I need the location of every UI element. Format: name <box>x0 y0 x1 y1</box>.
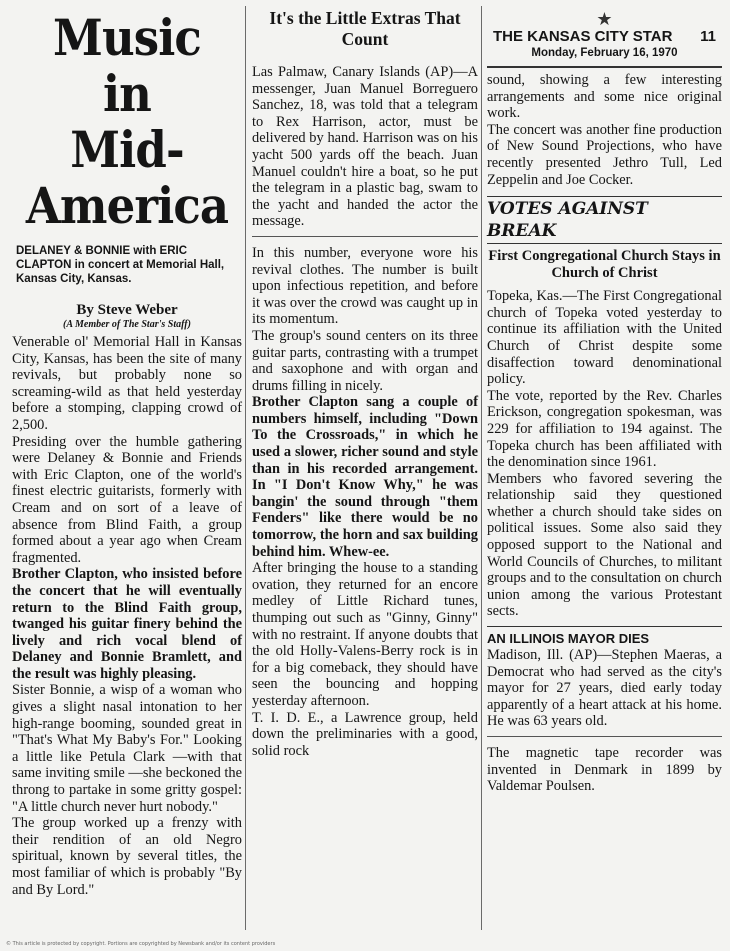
headline-line-1: Music in <box>53 8 201 123</box>
masthead <box>487 10 722 60</box>
extras-headline: It's the Little Extras That Count <box>269 8 461 49</box>
article-paragraph: The vote, reported by the Rev. Charles Erickson, congregation spokesman, was 229 for affiliation to 194 against. The Topeka church has been affiliated with the denomination since 1961. <box>487 387 722 471</box>
article-paragraph: The group's sound centers on its three guitar parts, contrasting with a trumpet and saxophone and with organ and drums filling in nicely. <box>252 327 478 394</box>
votes-subhead: First Congregational Church Stays in Church of Christ <box>488 248 721 282</box>
issue-date: Monday, February 16, 1970 <box>531 47 678 59</box>
right-column <box>487 8 722 795</box>
mayor-headline: AN ILLINOIS MAYOR DIES <box>487 626 722 647</box>
column-divider <box>481 6 482 930</box>
article-paragraph: Venerable ol' Memorial Hall in Kansas City, Kansas, has been the site of many revivals, but probably none so screaming-wild as that held yesterday before a stomping, clapping crowd of 2,500. <box>12 334 242 433</box>
article-paragraph: Topeka, Kas.—The First Congregational church of Topeka voted yesterday to continue its affiliation with the United Church of Christ despite some disaffection toward denominational policy. <box>487 288 722 388</box>
article-paragraph: Sister Bonnie, a wisp of a woman who gives a slight nasal intonation to her high-range booming, sounded great in "That's What My Baby's For." Looking a little like Petula Clark —with that same inviting smile —she beckoned the throng to partake in some gritty gospel: "A little church never hurt nobody." <box>12 682 242 815</box>
masthead-divider <box>487 66 722 68</box>
headline-line-2: Mid-America <box>25 120 229 235</box>
article-paragraph: After bringing the house to a standing ovation, they returned for an encore medley of Little Richard tunes, thumping out such as "Ginny, Ginny" with no restraint. If anyone doubts that the old Holly-Valens-Berry rock is in for a big comeback, they should have seen the bouncing and hopping yesterday afternoon. <box>252 560 478 709</box>
tape-recorder-note: The magnetic tape recorder was invented in Denmark in 1899 by Valdemar Poulsen. <box>487 745 722 795</box>
newspaper-name: THE KANSAS CITY STAR <box>493 28 673 45</box>
story-divider <box>252 236 478 237</box>
article-paragraph: In this number, everyone wore his revival clothes. The number is built upon infectious repetition, and before it was over the crowd was caught up in its momentum. <box>252 244 478 328</box>
byline: By Steve Weber <box>76 302 178 318</box>
music-column <box>12 8 242 898</box>
staff-credit: (A Member of The Star's Staff) <box>63 319 191 330</box>
article-paragraph: The concert was another fine production of New Sound Projections, who have recently presented Jethro Tull, Led Zeppelin and Joe Cocker. <box>487 121 722 188</box>
article-paragraph: T. I. D. E., a Lawrence group, held down the preliminaries with a good, solid rock <box>252 709 478 759</box>
mayor-story: Madison, Ill. (AP)—Stephen Maeras, a Democrat who had served as the city's mayor for 27 years, died early today apparently of a heart attack at his home. He was 63 years old. <box>487 647 722 730</box>
article-paragraph: The group worked up a frenzy with their rendition of an old Negro spiritual, known by several titles, the most familiar of which is probably "By and By Lord." <box>12 815 242 898</box>
extras-story: Las Palmaw, Canary Islands (AP)—A messenger, Juan Manuel Borreguero Sanchez, 18, was told that a telegram to Rex Harrison, actor, must be delivered by hand. Harrison was on his yacht 500 yards off the beach. Juan Manuel couldn't hire a boat, so he put the telegram in a plastic bag, swam to the yacht and handed the actor the message. <box>252 64 478 230</box>
article-paragraph: sound, showing a few interesting arrangements and some nice original work. <box>487 72 722 122</box>
story-divider <box>487 736 722 737</box>
star-icon: ★ <box>596 9 613 29</box>
article-paragraph: Brother Clapton, who insisted before the concert that he will eventually return to the Blind Faith group, twanged his guitar finery behind the lively and rich vocal blend of Delaney and Bonnie Bramlett, and the result was highly pleasing. <box>12 566 242 682</box>
article-paragraph: Presiding over the humble gathering were Delaney & Bonnie and Friends with Eric Clapton, one of the world's finest electric guitarists, formerly with Cream and on sort of a leave of absence from Blind Faith, a group formed about a year ago when Cream fragmented. <box>12 433 242 566</box>
concert-subhead: DELANEY & BONNIE with ERIC CLAPTON in concert at Memorial Hall, Kansas City, Kansas. <box>16 245 225 285</box>
votes-headline: VOTES AGAINST BREAK <box>487 196 722 244</box>
music-headline <box>24 10 231 234</box>
article-paragraph: Brother Clapton sang a couple of numbers himself, including "Down To the Crossroads," in which he used a slower, richer sound and style than in his recorded arrangement. In "I Don't Know Why," he was bangin' the sound through "them Fenders" like there would be no tomorrow, the horn and sax building behind him. Whew-ee. <box>252 394 478 560</box>
column-divider <box>245 6 246 930</box>
middle-column <box>252 8 478 759</box>
page-number: 11 <box>700 28 716 45</box>
article-paragraph: Members who favored severing the relationship said they questioned whether a church should take sides on political issues. Some also said they opposed support to the National and World Councils of Churches, to militant groups and to the consultation on church union among the various Protestant sects. <box>487 470 722 620</box>
copyright-footer: © This article is protected by copyright. Portions are copyrighted by Newsbank and/or its content providers <box>6 941 276 947</box>
